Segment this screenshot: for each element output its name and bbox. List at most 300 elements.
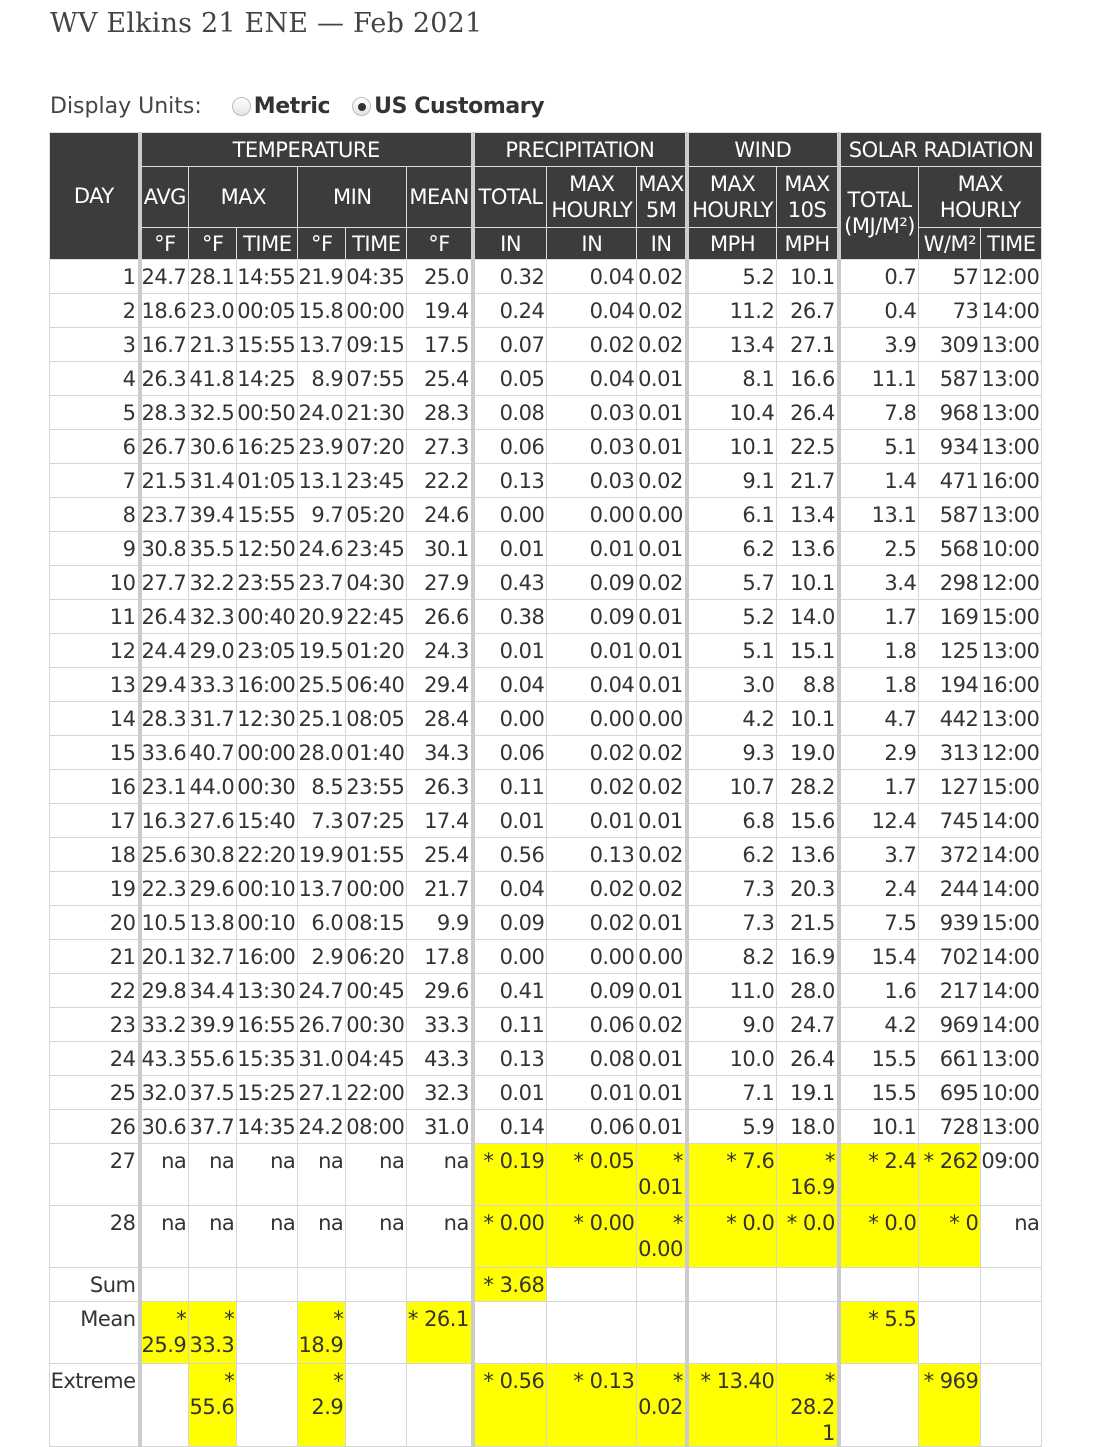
table-row-partial: [50, 1144, 1042, 1206]
cell: 16:00: [981, 464, 1042, 498]
cell: 23.1: [140, 770, 189, 804]
cell: 13:00: [981, 430, 1042, 464]
cell: 40.7: [189, 736, 237, 770]
unit-temp-max: °F: [189, 228, 237, 260]
cell: [547, 1268, 637, 1302]
cell: 16:00: [981, 668, 1042, 702]
header-precip-total: TOTAL: [473, 167, 547, 228]
cell: 11.1: [839, 362, 919, 396]
cell: 00:45: [346, 974, 407, 1008]
cell: * 0.01: [637, 1144, 687, 1206]
cell: na: [407, 1144, 473, 1206]
cell: 0.02: [637, 872, 687, 906]
table-row: [50, 1008, 1042, 1042]
cell: 26.4: [140, 600, 189, 634]
cell: 1.4: [839, 464, 919, 498]
day-cell: 13: [50, 668, 140, 702]
cell: 0.4: [839, 294, 919, 328]
cell: [839, 1364, 919, 1447]
cell: [140, 1364, 189, 1447]
table-row: [50, 1042, 1042, 1076]
cell: 00:40: [237, 600, 298, 634]
cell: 0.01: [473, 532, 547, 566]
cell: 73: [919, 294, 981, 328]
cell: 24.3: [407, 634, 473, 668]
cell: 0.01: [637, 1110, 687, 1144]
cell: 0.01: [637, 974, 687, 1008]
cell: 30.6: [189, 430, 237, 464]
cell: 6.0: [298, 906, 346, 940]
cell: 5.1: [839, 430, 919, 464]
day-cell: 10: [50, 566, 140, 600]
cell: 19.9: [298, 838, 346, 872]
cell: 10.4: [687, 396, 777, 430]
cell: [346, 1268, 407, 1302]
cell: * 16.9: [777, 1144, 839, 1206]
cell: 08:15: [346, 906, 407, 940]
cell: 12:00: [981, 260, 1042, 294]
header-solar-max-hourly: MAX HOURLY: [919, 167, 1042, 228]
cell: 00:00: [346, 294, 407, 328]
cell: 1.8: [839, 634, 919, 668]
cell: 30.8: [189, 838, 237, 872]
cell: 0.02: [547, 770, 637, 804]
cell: 00:30: [237, 770, 298, 804]
cell: 0.56: [473, 838, 547, 872]
cell: 22:20: [237, 838, 298, 872]
cell: [777, 1268, 839, 1302]
cell: [140, 1268, 189, 1302]
cell: 5.2: [687, 260, 777, 294]
cell: 0.01: [547, 804, 637, 838]
header-solar-total: TOTAL (MJ/M²): [839, 167, 919, 260]
cell: [237, 1364, 298, 1447]
cell: 28.4: [407, 702, 473, 736]
cell: 32.3: [407, 1076, 473, 1110]
cell: 15.5: [839, 1076, 919, 1110]
cell: 8.5: [298, 770, 346, 804]
cell: 17.5: [407, 328, 473, 362]
cell: [407, 1364, 473, 1447]
cell: * 969: [919, 1364, 981, 1447]
cell: * 3.68: [473, 1268, 547, 1302]
cell: 20.1: [140, 940, 189, 974]
unit-temp-mean: °F: [407, 228, 473, 260]
cell: 10.1: [777, 260, 839, 294]
cell: 9.3: [687, 736, 777, 770]
cell: 07:25: [346, 804, 407, 838]
day-cell: 11: [50, 600, 140, 634]
cell: [346, 1302, 407, 1364]
metric-radio-label: Metric: [253, 94, 331, 119]
cell: 09:15: [346, 328, 407, 362]
cell: 26.3: [140, 362, 189, 396]
cell: 04:45: [346, 1042, 407, 1076]
cell: 00:10: [237, 906, 298, 940]
cell: * 0.02: [637, 1364, 687, 1447]
day-cell: 6: [50, 430, 140, 464]
cell: 14:00: [981, 804, 1042, 838]
cell: 19.0: [777, 736, 839, 770]
cell: 7.8: [839, 396, 919, 430]
cell: 22:45: [346, 600, 407, 634]
table-row: [50, 260, 1042, 294]
cell: 21.7: [407, 872, 473, 906]
cell: 25.1: [298, 702, 346, 736]
table-row: [50, 362, 1042, 396]
cell: 0.06: [547, 1008, 637, 1042]
day-cell: 21: [50, 940, 140, 974]
cell: 13:00: [981, 362, 1042, 396]
cell: 939: [919, 906, 981, 940]
cell: 28.1: [189, 260, 237, 294]
table-row: [50, 1110, 1042, 1144]
cell: 194: [919, 668, 981, 702]
cell: na: [237, 1206, 298, 1268]
cell: 10.1: [687, 430, 777, 464]
header-wind: WIND: [687, 133, 839, 167]
cell: 5.9: [687, 1110, 777, 1144]
cell: 28.2: [777, 770, 839, 804]
cell: 35.5: [189, 532, 237, 566]
cell: * 0.19: [473, 1144, 547, 1206]
cell: 10.0: [687, 1042, 777, 1076]
day-cell: 18: [50, 838, 140, 872]
cell: 01:20: [346, 634, 407, 668]
cell: [189, 1268, 237, 1302]
cell: 21.5: [777, 906, 839, 940]
cell: 0.04: [547, 260, 637, 294]
cell: 0.00: [547, 498, 637, 532]
cell: 19.1: [777, 1076, 839, 1110]
cell: [981, 1302, 1042, 1364]
us-customary-radio-icon[interactable]: [352, 97, 371, 116]
cell: 309: [919, 328, 981, 362]
cell: 442: [919, 702, 981, 736]
cell: 0.00: [473, 940, 547, 974]
cell: 01:55: [346, 838, 407, 872]
day-cell: 8: [50, 498, 140, 532]
cell: 28.0: [777, 974, 839, 1008]
cell: 0.01: [637, 362, 687, 396]
cell: 26.7: [298, 1008, 346, 1042]
table-row: [50, 804, 1042, 838]
day-cell: 22: [50, 974, 140, 1008]
cell: 19.4: [407, 294, 473, 328]
cell: [839, 1268, 919, 1302]
cell: na: [407, 1206, 473, 1268]
cell: 33.2: [140, 1008, 189, 1042]
cell: 00:50: [237, 396, 298, 430]
cell: 20.9: [298, 600, 346, 634]
cell: 24.4: [140, 634, 189, 668]
cell: 27.3: [407, 430, 473, 464]
cell: [637, 1302, 687, 1364]
cell: 0.11: [473, 1008, 547, 1042]
cell: 28.3: [140, 702, 189, 736]
cell: * 0.00: [473, 1206, 547, 1268]
unit-precip-max-hourly: IN: [547, 228, 637, 260]
cell: 0.38: [473, 600, 547, 634]
cell: 0.00: [637, 940, 687, 974]
cell: 29.6: [407, 974, 473, 1008]
cell: 26.7: [777, 294, 839, 328]
table-row: [50, 532, 1042, 566]
cell: 0.02: [637, 1008, 687, 1042]
us-customary-radio[interactable]: [352, 94, 544, 119]
cell: 8.2: [687, 940, 777, 974]
cell: [298, 1268, 346, 1302]
cell: 313: [919, 736, 981, 770]
cell: 0.01: [473, 1076, 547, 1110]
header-wind-max-hourly: MAX HOURLY: [687, 167, 777, 228]
cell: 9.0: [687, 1008, 777, 1042]
cell: 07:20: [346, 430, 407, 464]
cell: 31.0: [407, 1110, 473, 1144]
cell: 29.0: [189, 634, 237, 668]
day-cell: 4: [50, 362, 140, 396]
cell: 15:00: [981, 770, 1042, 804]
cell: 0.02: [637, 566, 687, 600]
cell: 15.6: [777, 804, 839, 838]
cell: 0.01: [637, 668, 687, 702]
cell: 24.7: [140, 260, 189, 294]
cell: 728: [919, 1110, 981, 1144]
header-precipitation: PRECIPITATION: [473, 133, 687, 167]
cell: 21.7: [777, 464, 839, 498]
cell: 23:05: [237, 634, 298, 668]
cell: 13:00: [981, 1110, 1042, 1144]
cell: 695: [919, 1076, 981, 1110]
cell: 25.6: [140, 838, 189, 872]
cell: 0.01: [637, 430, 687, 464]
cell: 23.9: [298, 430, 346, 464]
cell: 13:00: [981, 1042, 1042, 1076]
cell: 14:35: [237, 1110, 298, 1144]
cell: 16.7: [140, 328, 189, 362]
cell: 26.6: [407, 600, 473, 634]
cell: 8.8: [777, 668, 839, 702]
day-cell: 5: [50, 396, 140, 430]
cell: na: [140, 1144, 189, 1206]
cell: 2.9: [839, 736, 919, 770]
cell: [777, 1302, 839, 1364]
table-row: [50, 294, 1042, 328]
cell: 11.2: [687, 294, 777, 328]
cell: 3.0: [687, 668, 777, 702]
header-temp-min: MIN: [298, 167, 407, 228]
cell: 14:00: [981, 940, 1042, 974]
row-label: Sum: [50, 1268, 140, 1302]
table-row: [50, 770, 1042, 804]
cell: 37.5: [189, 1076, 237, 1110]
cell: * 26.1: [407, 1302, 473, 1364]
cell: 0.02: [637, 260, 687, 294]
cell: [346, 1364, 407, 1447]
cell: 06:40: [346, 668, 407, 702]
cell: 44.0: [189, 770, 237, 804]
unit-wind-max-hourly: MPH: [687, 228, 777, 260]
cell: 26.4: [777, 396, 839, 430]
cell: 10.1: [777, 566, 839, 600]
cell: 23.0: [189, 294, 237, 328]
cell: 16.6: [777, 362, 839, 396]
cell: 26.3: [407, 770, 473, 804]
day-cell: 14: [50, 702, 140, 736]
cell: 0.04: [547, 362, 637, 396]
cell: 0.06: [473, 430, 547, 464]
cell: 0.7: [839, 260, 919, 294]
cell: 23.7: [298, 566, 346, 600]
cell: * 13.40: [687, 1364, 777, 1447]
cell: 0.06: [547, 1110, 637, 1144]
cell: 08:00: [346, 1110, 407, 1144]
cell: [981, 1364, 1042, 1447]
cell: 0.04: [473, 668, 547, 702]
cell: 7.3: [298, 804, 346, 838]
cell: 24.7: [298, 974, 346, 1008]
cell: 0.14: [473, 1110, 547, 1144]
cell: 16.9: [777, 940, 839, 974]
header-temp-mean: MEAN: [407, 167, 473, 228]
day-cell: 24: [50, 1042, 140, 1076]
cell: na: [346, 1144, 407, 1206]
cell: 00:10: [237, 872, 298, 906]
cell: 04:35: [346, 260, 407, 294]
cell: 00:00: [237, 736, 298, 770]
cell: 21.9: [298, 260, 346, 294]
cell: 0.01: [637, 634, 687, 668]
cell: 15.1: [777, 634, 839, 668]
cell: 43.3: [140, 1042, 189, 1076]
cell: 06:20: [346, 940, 407, 974]
cell: 10.1: [777, 702, 839, 736]
cell: 33.3: [407, 1008, 473, 1042]
cell: 27.6: [189, 804, 237, 838]
cell: 23:55: [346, 770, 407, 804]
cell: 30.6: [140, 1110, 189, 1144]
cell: 9.1: [687, 464, 777, 498]
cell: 8.1: [687, 362, 777, 396]
cell: 587: [919, 362, 981, 396]
cell: 24.6: [298, 532, 346, 566]
cell: 29.4: [407, 668, 473, 702]
cell: 0.09: [547, 974, 637, 1008]
cell: 20.3: [777, 872, 839, 906]
cell: 568: [919, 532, 981, 566]
cell: 0.41: [473, 974, 547, 1008]
cell: 13.4: [777, 498, 839, 532]
cell: 0.02: [547, 736, 637, 770]
cell: 34.3: [407, 736, 473, 770]
cell: 0.08: [547, 1042, 637, 1076]
summary-row-sum: [50, 1268, 1042, 1302]
cell: 0.04: [473, 872, 547, 906]
cell: [237, 1268, 298, 1302]
cell: 14:00: [981, 872, 1042, 906]
cell: * 5.5: [839, 1302, 919, 1364]
unit-solar-max-time: TIME: [981, 228, 1042, 260]
cell: 0.09: [547, 600, 637, 634]
cell: 7.3: [687, 872, 777, 906]
row-label: Mean: [50, 1302, 140, 1364]
cell: * 55.6: [189, 1364, 237, 1447]
cell: 29.6: [189, 872, 237, 906]
cell: 0.01: [637, 906, 687, 940]
day-cell: 12: [50, 634, 140, 668]
cell: 14:55: [237, 260, 298, 294]
day-cell: 2: [50, 294, 140, 328]
cell: 8.9: [298, 362, 346, 396]
cell: 1.7: [839, 770, 919, 804]
cell: 32.2: [189, 566, 237, 600]
cell: 13:00: [981, 328, 1042, 362]
cell: 3.7: [839, 838, 919, 872]
cell: 0.01: [473, 804, 547, 838]
cell: [637, 1268, 687, 1302]
table-row: [50, 702, 1042, 736]
cell: 21:30: [346, 396, 407, 430]
cell: 0.02: [637, 838, 687, 872]
cell: 25.4: [407, 838, 473, 872]
cell: 7.3: [687, 906, 777, 940]
header-temp-avg: AVG: [140, 167, 189, 228]
cell: 0.01: [547, 532, 637, 566]
cell: 7.5: [839, 906, 919, 940]
cell: 10:00: [981, 532, 1042, 566]
cell: 26.4: [777, 1042, 839, 1076]
day-cell: 1: [50, 260, 140, 294]
cell: 0.13: [473, 464, 547, 498]
cell: 16:00: [237, 940, 298, 974]
cell: 4.2: [839, 1008, 919, 1042]
cell: 0.01: [637, 532, 687, 566]
cell: 0.09: [547, 566, 637, 600]
metric-radio-icon[interactable]: [232, 97, 251, 116]
unit-temp-max-time: TIME: [237, 228, 298, 260]
table-row: [50, 1076, 1042, 1110]
cell: 29.8: [140, 974, 189, 1008]
cell: 24.2: [298, 1110, 346, 1144]
cell: 13:00: [981, 396, 1042, 430]
cell: 0.00: [473, 702, 547, 736]
day-cell: 25: [50, 1076, 140, 1110]
metric-radio[interactable]: [232, 94, 330, 119]
cell: 25.4: [407, 362, 473, 396]
cell: 13:00: [981, 634, 1042, 668]
cell: 23:45: [346, 464, 407, 498]
cell: 0.01: [637, 1076, 687, 1110]
cell: 0.02: [637, 328, 687, 362]
cell: 0.00: [637, 498, 687, 532]
cell: 13.6: [777, 838, 839, 872]
cell: 3.4: [839, 566, 919, 600]
cell: 0.05: [473, 362, 547, 396]
cell: * 262: [919, 1144, 981, 1206]
cell: 2.5: [839, 532, 919, 566]
day-cell: 16: [50, 770, 140, 804]
cell: 0.03: [547, 396, 637, 430]
cell: 28.0: [298, 736, 346, 770]
display-units-label: Display Units:: [50, 94, 202, 119]
cell: * 2.4: [839, 1144, 919, 1206]
cell: 0.01: [637, 804, 687, 838]
cell: 0.03: [547, 464, 637, 498]
cell: [919, 1302, 981, 1364]
cell: 125: [919, 634, 981, 668]
cell: 0.02: [547, 872, 637, 906]
day-cell: 3: [50, 328, 140, 362]
